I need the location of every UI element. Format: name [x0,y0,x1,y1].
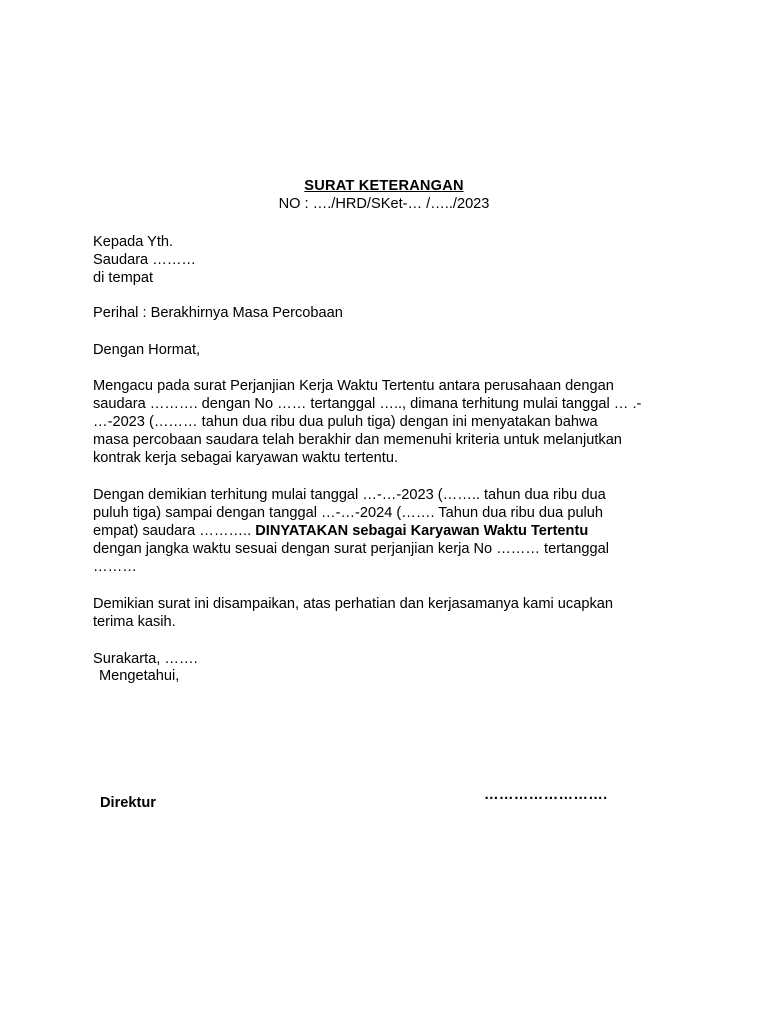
paragraph-2 [93,486,673,576]
paragraph-line: puluh tiga) sampai dengan tanggal …-…-2024 (……. Tahun dua ribu dua puluh [93,505,604,521]
paragraph-line [93,522,673,540]
paragraph-line: Dengan demikian terhitung mulai tanggal …-…-2023 (…….. tahun dua ribu dua [93,487,606,503]
paragraph-line: Mengacu pada surat Perjanjian Kerja Waktu Tertentu antara perusahaan dengan [93,378,614,394]
greeting: Dengan Hormat, [93,342,201,358]
recipient-block [93,233,673,287]
recipient-line: Kepada Yth. [93,234,174,250]
paragraph-1 [93,377,673,467]
paragraph-3 [93,595,673,631]
letter-title: SURAT KETERANGAN [304,178,464,194]
acknowledged-label: Mengetahui, [99,668,180,684]
paragraph-line: terima kasih. [93,614,176,630]
paragraph-line: kontrak kerja sebagai karyawan waktu tertentu. [93,450,399,466]
paragraph-line: …-2023 (……… tahun dua ribu dua puluh tiga) dengan ini menyatakan bahwa [93,414,598,430]
declaration-bold-text: DINYATAKAN sebagai Karyawan Waktu Tertentu [255,523,589,539]
paragraph-line: saudara ………. dengan No …… tertanggal ….., dimana terhitung mulai tanggal … .- [93,396,642,412]
paragraph-line: masa percobaan saudara telah berakhir dan memenuhi kriteria untuk melanjutkan [93,432,622,448]
paragraph-line: dengan jangka waktu sesuai dengan surat perjanjian kerja No ……… tertanggal [93,541,609,557]
paragraph-line: ……… [93,559,137,575]
paragraph-text: empat) saudara ……….. [93,523,256,539]
place-date: Surakarta, ……. [93,651,198,667]
signature-placeholder: ……………………. [484,787,608,803]
subject-line: Perihal : Berakhirnya Masa Percobaan [93,305,343,321]
recipient-line: Saudara ……… [93,252,197,268]
letter-number: NO : …./HRD/SKet-… /…../2023 [278,196,490,212]
recipient-line: di tempat [93,270,154,286]
signatory-title: Direktur [100,795,156,811]
paragraph-line: Demikian surat ini disampaikan, atas perhatian dan kerjasamanya kami ucapkan [93,596,613,612]
